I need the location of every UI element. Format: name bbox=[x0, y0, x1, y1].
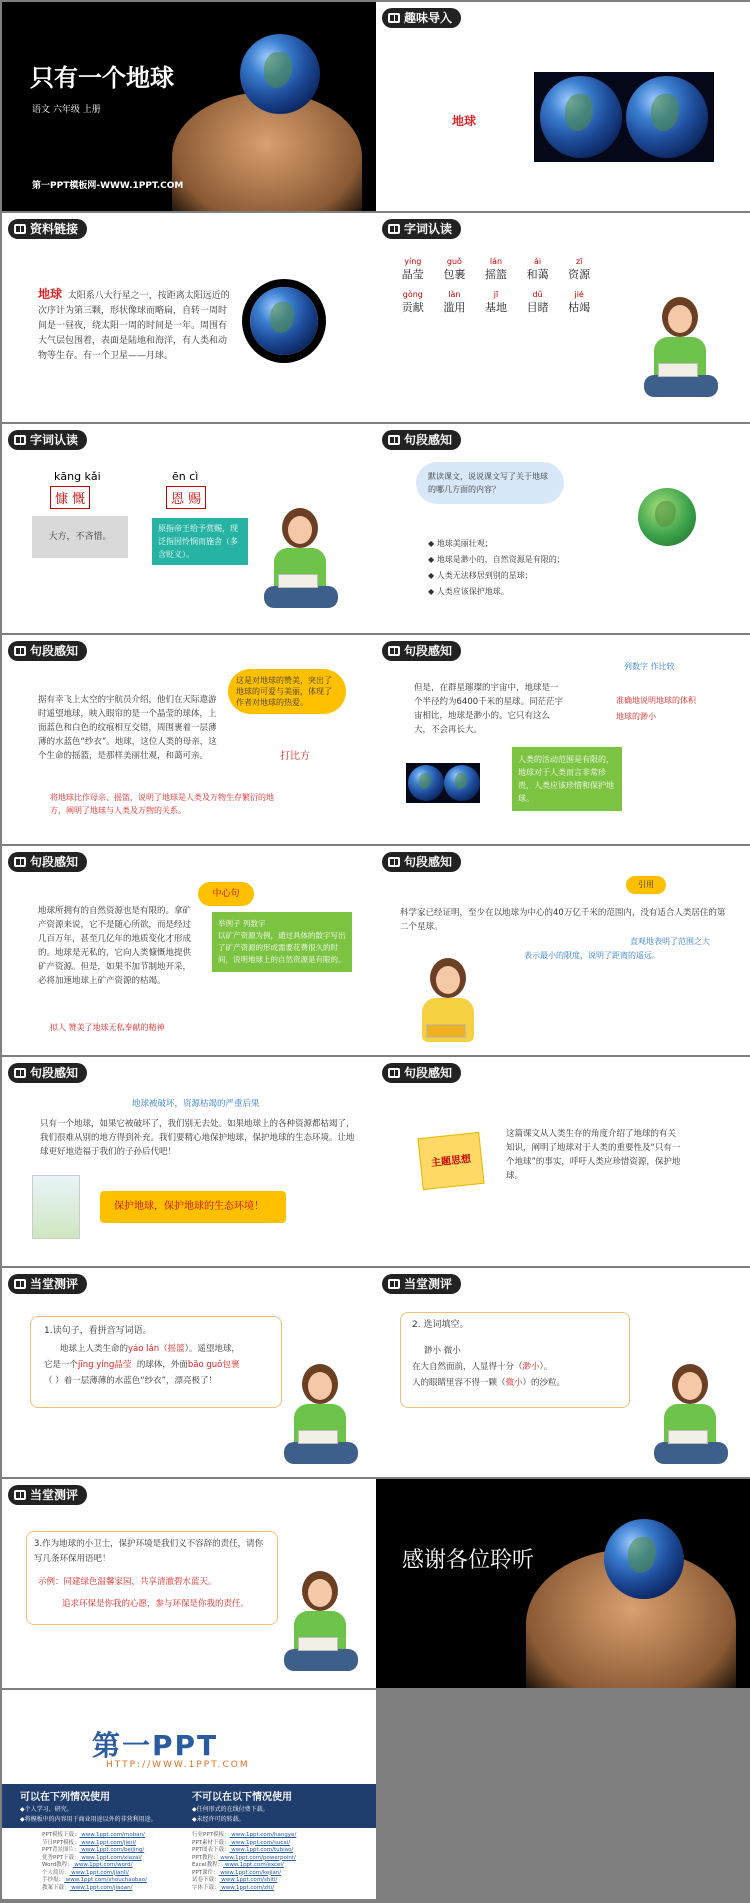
book-icon bbox=[388, 646, 400, 656]
section-tag: 资料链接 bbox=[8, 219, 87, 239]
slide-title[interactable] bbox=[2, 2, 376, 211]
cannot-use-2: ◆未经许可的转载。 bbox=[192, 1816, 245, 1823]
book-icon bbox=[388, 224, 400, 234]
list-item: ◆ 人类无法移居到别的星球； bbox=[428, 571, 533, 580]
vocab-item bbox=[438, 257, 472, 282]
link-row[interactable]: PPT教程： www.1ppt.com/powerpoint/ bbox=[192, 1854, 296, 1861]
girl-reading-image bbox=[284, 1364, 362, 1468]
theme-sticky-note: 主题思想 bbox=[417, 1132, 484, 1190]
link-row[interactable]: 教案下载： www.1ppt.com/jiaoan/ bbox=[42, 1884, 133, 1891]
theme-text: 这篇课文从人类生存的角度介绍了地球的有关知识，阐明了地球对于人类的重要性及“只有一个地球”的事实，呼吁人类应珍惜资源，保护地球。 bbox=[506, 1129, 681, 1181]
link-row[interactable]: 节日PPT模板： www.1ppt.com/jieri/ bbox=[42, 1839, 137, 1846]
book-icon bbox=[14, 435, 26, 445]
can-use-1: ◆个人学习、研究。 bbox=[20, 1806, 73, 1813]
quote-bubble: 引用 bbox=[626, 876, 666, 894]
slide-reading-2[interactable] bbox=[2, 635, 376, 844]
book-icon bbox=[14, 857, 26, 867]
list-item: ◆ 地球美丽壮观； bbox=[428, 539, 493, 548]
pinyin: jié bbox=[574, 290, 584, 299]
earth-label: 地球 bbox=[452, 114, 477, 128]
can-use-title: 可以在下列情况使用 bbox=[20, 1792, 110, 1803]
link-row[interactable]: Word教程： www.1ppt.com/word/ bbox=[42, 1862, 133, 1868]
vocab-item bbox=[396, 290, 430, 315]
term-definition: 太阳系八大行星之一，按距离太阳远近的次序计为第三颗，形状像球而略扁，自转一周时间是一昼夜，绕太阳一周的时间是一年。周围有大气层包围着，表面是陆地和海洋，有人类和动物等生存。有一个卫星——月球。 bbox=[38, 291, 230, 361]
girl-reading-image bbox=[412, 958, 490, 1048]
passage-note: 将地球比作母亲、摇篮，说明了地球是人类及万物生存繁衍的地方，阐明了地球与人类及万物的关系。 bbox=[50, 793, 274, 815]
example-answer-1: 示例：同建绿色温馨家园，共享清澈碧水蓝天。 bbox=[38, 1577, 217, 1587]
slide-intro[interactable] bbox=[376, 2, 750, 211]
cannot-use-1: ◆任何形式的在线付费下载。 bbox=[192, 1806, 269, 1813]
example-answer-2: 追求环保是你我的心愿，参与环保是你我的责任。 bbox=[62, 1599, 250, 1609]
brand-url: HTTP://WWW.1PPT.COM bbox=[106, 1760, 250, 1770]
section-tag: 句段感知 bbox=[8, 1063, 87, 1083]
slide-quiz-1[interactable] bbox=[2, 1268, 376, 1477]
slide-vocabulary[interactable] bbox=[376, 213, 750, 422]
slide-copyright[interactable] bbox=[2, 1690, 376, 1899]
section-tag: 句段感知 bbox=[382, 430, 461, 450]
section-tag: 趣味导入 bbox=[382, 8, 461, 28]
answer-list bbox=[428, 536, 565, 600]
can-use-2: ◆将模板中的内容用于商业用途以外的非营利用途。 bbox=[20, 1816, 157, 1823]
earth-image-pair bbox=[406, 763, 480, 803]
vocab-word: 枯竭 bbox=[568, 301, 591, 314]
book-icon bbox=[388, 857, 400, 867]
pinyin: zī bbox=[575, 257, 583, 266]
vocab-item bbox=[479, 290, 513, 315]
slide-reading-5[interactable] bbox=[376, 846, 750, 1055]
slide-quiz-3[interactable] bbox=[2, 1479, 376, 1688]
word-enci: 恩 赐 bbox=[166, 486, 206, 509]
list-item: ◆ 地球是渺小的，自然资源是有限的； bbox=[428, 555, 565, 564]
thanks-text: 感谢各位聆听 bbox=[402, 1548, 535, 1573]
grade-subtitle: 语文 六年级 上册 bbox=[32, 105, 101, 115]
question-cloud: 默读课文，说说课文写了关于地球的哪几方面的内容？ bbox=[416, 462, 564, 504]
section-tag: 当堂测评 bbox=[8, 1274, 87, 1294]
slide-reading-6[interactable] bbox=[2, 1057, 376, 1266]
quiz-line-2: 人的眼睛里容不得一颗（微小）的沙粒。 bbox=[412, 1378, 566, 1388]
girl-reading-image bbox=[284, 1571, 362, 1675]
quiz-line-1: 在大自然面前，人显得十分（渺小）。 bbox=[412, 1362, 553, 1372]
book-cover-image bbox=[32, 1175, 80, 1239]
book-icon bbox=[14, 1490, 26, 1500]
pinyin: guǒ bbox=[446, 257, 462, 266]
vocab-item bbox=[562, 290, 596, 315]
slide-reading-4[interactable] bbox=[2, 846, 376, 1055]
vocab-item bbox=[562, 257, 596, 282]
word-kangkai: 慷 慨 bbox=[50, 486, 90, 509]
vocab-word: 晶莹 bbox=[401, 268, 424, 281]
presentation-title: 只有一个地球 bbox=[30, 64, 174, 92]
book-icon bbox=[14, 224, 26, 234]
vocab-item bbox=[479, 257, 513, 282]
quiz-options: 渺小 微小 bbox=[424, 1346, 461, 1356]
book-icon bbox=[388, 13, 400, 23]
pinyin-kangkai: kāng kǎi bbox=[54, 470, 101, 483]
cannot-use-title: 不可以在以下情况使用 bbox=[192, 1792, 292, 1803]
link-row[interactable]: 优秀PPT下载： www.1ppt.com/xiazai/ bbox=[42, 1854, 142, 1861]
consequence-label: 地球被破坏，资源枯竭的严重后果 bbox=[132, 1099, 260, 1109]
book-icon bbox=[388, 1279, 400, 1289]
link-row[interactable]: PPT模板下载： www.1ppt.com/moban/ bbox=[42, 1832, 145, 1838]
pinyin: gòng bbox=[402, 290, 423, 299]
slide-reading-1[interactable] bbox=[376, 424, 750, 633]
brand-logo: 第一PPT bbox=[92, 1729, 219, 1762]
pinyin: làn bbox=[448, 290, 461, 299]
section-tag: 句段感知 bbox=[382, 641, 461, 661]
section-tag: 句段感知 bbox=[8, 641, 87, 661]
link-row[interactable]: 行业PPT模板： www.1ppt.com/hangye/ bbox=[192, 1832, 297, 1838]
book-icon bbox=[388, 435, 400, 445]
earth-image bbox=[240, 34, 320, 114]
pinyin: dǔ bbox=[532, 290, 543, 299]
earth-image bbox=[444, 765, 480, 801]
personification-note: 拟人 赞美了地球无私奉献的精神 bbox=[50, 1023, 165, 1032]
section-tag: 句段感知 bbox=[8, 852, 87, 872]
quiz-question: 2. 选词填空。 bbox=[412, 1320, 469, 1330]
green-note: 举例子 列数字 以矿产资源为例，通过具体的数字写出了矿产资源的形成需要花费很久的时间，说明地球上的自然资源是有限的。 bbox=[212, 912, 352, 972]
slide-theme[interactable] bbox=[376, 1057, 750, 1266]
link-row[interactable]: PPT素材下载： www.1ppt.com/sucai/ bbox=[192, 1839, 291, 1846]
vocab-word: 目睹 bbox=[526, 301, 549, 314]
section-tag: 句段感知 bbox=[382, 1063, 461, 1083]
book-icon bbox=[14, 1068, 26, 1078]
vocab-grid bbox=[396, 257, 596, 323]
passage-text: 地球所拥有的自然资源也是有限的。拿矿产资源来说，它不是随心所欲，而是经过几百万年，甚至几亿年的地质变化才形成的。地球是无私的，它向人类慷慨地提供矿产资源。但是，如果不加节制地开采，必将加速地球上矿产资源的枯竭。 bbox=[38, 906, 192, 986]
praise-bubble: 这是对地球的赞美，突出了地球的可爱与美丽，体现了作者对地球的热爱。 bbox=[228, 669, 346, 714]
term-earth: 地球 bbox=[38, 287, 63, 301]
earth-photo bbox=[534, 72, 714, 162]
link-row[interactable]: 个人简历： www.1ppt.com/jianli/ bbox=[42, 1869, 129, 1876]
link-row[interactable]: 手抄报： www.1ppt.com/shouchaobao/ bbox=[42, 1877, 148, 1883]
protect-banner: 保护地球，保护地球的生态环境！ bbox=[100, 1191, 286, 1223]
passage-text: 据有幸飞上太空的宇航员介绍，他们在天际遨游时遥望地球，映入眼帘的是一个晶莹的球体，上面蓝色和白色的纹痕相互交错，周围裹着一层薄薄的水蓝色“纱衣”。地球，这位人类的母亲，这个生命的摇篮，是那样美丽壮观，和蔼可亲。 bbox=[38, 695, 217, 761]
section-tag: 当堂测评 bbox=[8, 1485, 87, 1505]
passage-text: 科学家已经证明，至少在以地球为中心的40万亿千米的范围内，没有适合人类居住的第二个星球。 bbox=[400, 908, 726, 932]
rhetoric-label: 打比方 bbox=[280, 751, 310, 762]
vocab-word: 基地 bbox=[484, 301, 507, 314]
quiz-question: 3.作为地球的小卫士，保护环境是我们义不容辞的责任，请你写几条环保用语吧！ bbox=[34, 1539, 264, 1564]
earth-image bbox=[250, 287, 318, 355]
slide-reference[interactable] bbox=[2, 213, 376, 422]
earth-image bbox=[604, 1519, 684, 1599]
vocab-word: 摇篮 bbox=[484, 268, 507, 281]
section-tag: 句段感知 bbox=[382, 852, 461, 872]
green-earth-image bbox=[638, 488, 696, 546]
quiz-question: 1.读句子，看拼音写词语。 bbox=[44, 1326, 152, 1336]
vocab-word: 包裹 bbox=[443, 268, 466, 281]
note-kangkai: 大方，不吝惜。 bbox=[32, 516, 128, 558]
quiz-line-3: （ ）着一层薄薄的水蓝色“纱衣”，漂亮极了！ bbox=[44, 1376, 218, 1386]
slide-quiz-2[interactable] bbox=[376, 1268, 750, 1477]
vocab-word: 资源 bbox=[568, 268, 591, 281]
pinyin: jī bbox=[493, 290, 499, 299]
slide-reading-3[interactable] bbox=[376, 635, 750, 844]
book-icon bbox=[14, 1279, 26, 1289]
links-left bbox=[42, 1832, 147, 1892]
quiz-line-2: 它是一个jīng yíng晶莹 的球体，外面bāo guǒ包裹 bbox=[44, 1360, 240, 1370]
note-range: 直观地表明了范围之大 bbox=[630, 937, 710, 946]
slide-thanks[interactable] bbox=[376, 1479, 750, 1688]
section-tag: 字词认读 bbox=[8, 430, 87, 450]
pinyin: yíng bbox=[404, 257, 422, 266]
book-icon bbox=[388, 1068, 400, 1078]
vocab-item bbox=[396, 257, 430, 282]
reference-text bbox=[38, 287, 234, 364]
link-row[interactable]: 试卷下载： www.1ppt.com/shiti/ bbox=[192, 1877, 278, 1883]
earth-image bbox=[540, 76, 622, 158]
vocab-word: 贡献 bbox=[401, 301, 424, 314]
vocab-word: 和蔼 bbox=[526, 268, 549, 281]
earth-image bbox=[626, 76, 708, 158]
link-row[interactable]: PPT背景图片： www.1ppt.com/beijing/ bbox=[42, 1847, 145, 1853]
green-note: 人类的活动范围是有限的，地球对于人类而言非常珍贵，人类应该珍惜和保护地球。 bbox=[512, 747, 622, 811]
pinyin: ái bbox=[534, 257, 542, 266]
girl-reading-image bbox=[644, 297, 722, 401]
earth-image bbox=[408, 765, 444, 801]
note-volume: 准确地说明地球的体积 bbox=[616, 696, 696, 705]
list-item: ◆ 人类应该保护地球。 bbox=[428, 587, 509, 596]
girl-reading-image bbox=[264, 508, 342, 612]
note-small: 地球的渺小 bbox=[616, 712, 656, 721]
link-row[interactable]: PPT课件： www.1ppt.com/kejian/ bbox=[192, 1869, 282, 1876]
method-label: 列数字 作比较 bbox=[624, 662, 675, 671]
central-sentence-bubble: 中心句 bbox=[198, 882, 254, 906]
section-tag: 字词认读 bbox=[382, 219, 461, 239]
link-row[interactable]: Excel教程： www.1ppt.com/excel/ bbox=[192, 1862, 284, 1868]
vocab-item bbox=[521, 257, 555, 282]
girl-reading-image bbox=[654, 1364, 732, 1468]
section-tag: 当堂测评 bbox=[382, 1274, 461, 1294]
vocab-word: 滥用 bbox=[443, 301, 466, 314]
note-distance: 表示最小的限度，说明了距离的遥远。 bbox=[524, 951, 660, 960]
note-enci: 原指帝王给予赏赐，现泛指因怜悯而施舍（多含贬义）。 bbox=[152, 518, 248, 565]
site-name: 第一PPT模板网-WWW.1PPT.COM bbox=[32, 181, 184, 191]
book-icon bbox=[14, 646, 26, 656]
link-row[interactable]: 字体下载： www.1ppt.com/ziti/ bbox=[192, 1884, 274, 1891]
links-right bbox=[192, 1832, 296, 1892]
quiz-line-1: 地球上人类生命的yáo lán（摇篮）。遥望地球， bbox=[60, 1344, 240, 1354]
passage-text: 但是，在群星璀璨的宇宙中，地球是一个半径约为6400千米的星球。同茫茫宇宙相比，地球是渺小的。它只有这么大，不会再长大。 bbox=[414, 683, 564, 735]
slide-vocabulary-2[interactable] bbox=[2, 424, 376, 633]
link-row[interactable]: PPT图表下载： www.1ppt.com/tubiao/ bbox=[192, 1847, 294, 1853]
vocab-item bbox=[438, 290, 472, 315]
passage-text: 只有一个地球，如果它被破坏了，我们别无去处。如果地球上的各种资源都枯竭了，我们很难从别的地方得到补充。我们要精心地保护地球，保护地球的生态环境。让地球更好地造福于我们的子孙后代吧！ bbox=[40, 1119, 355, 1157]
pinyin-enci: ēn cì bbox=[172, 470, 199, 483]
vocab-item bbox=[521, 290, 555, 315]
pinyin: lán bbox=[489, 257, 503, 266]
